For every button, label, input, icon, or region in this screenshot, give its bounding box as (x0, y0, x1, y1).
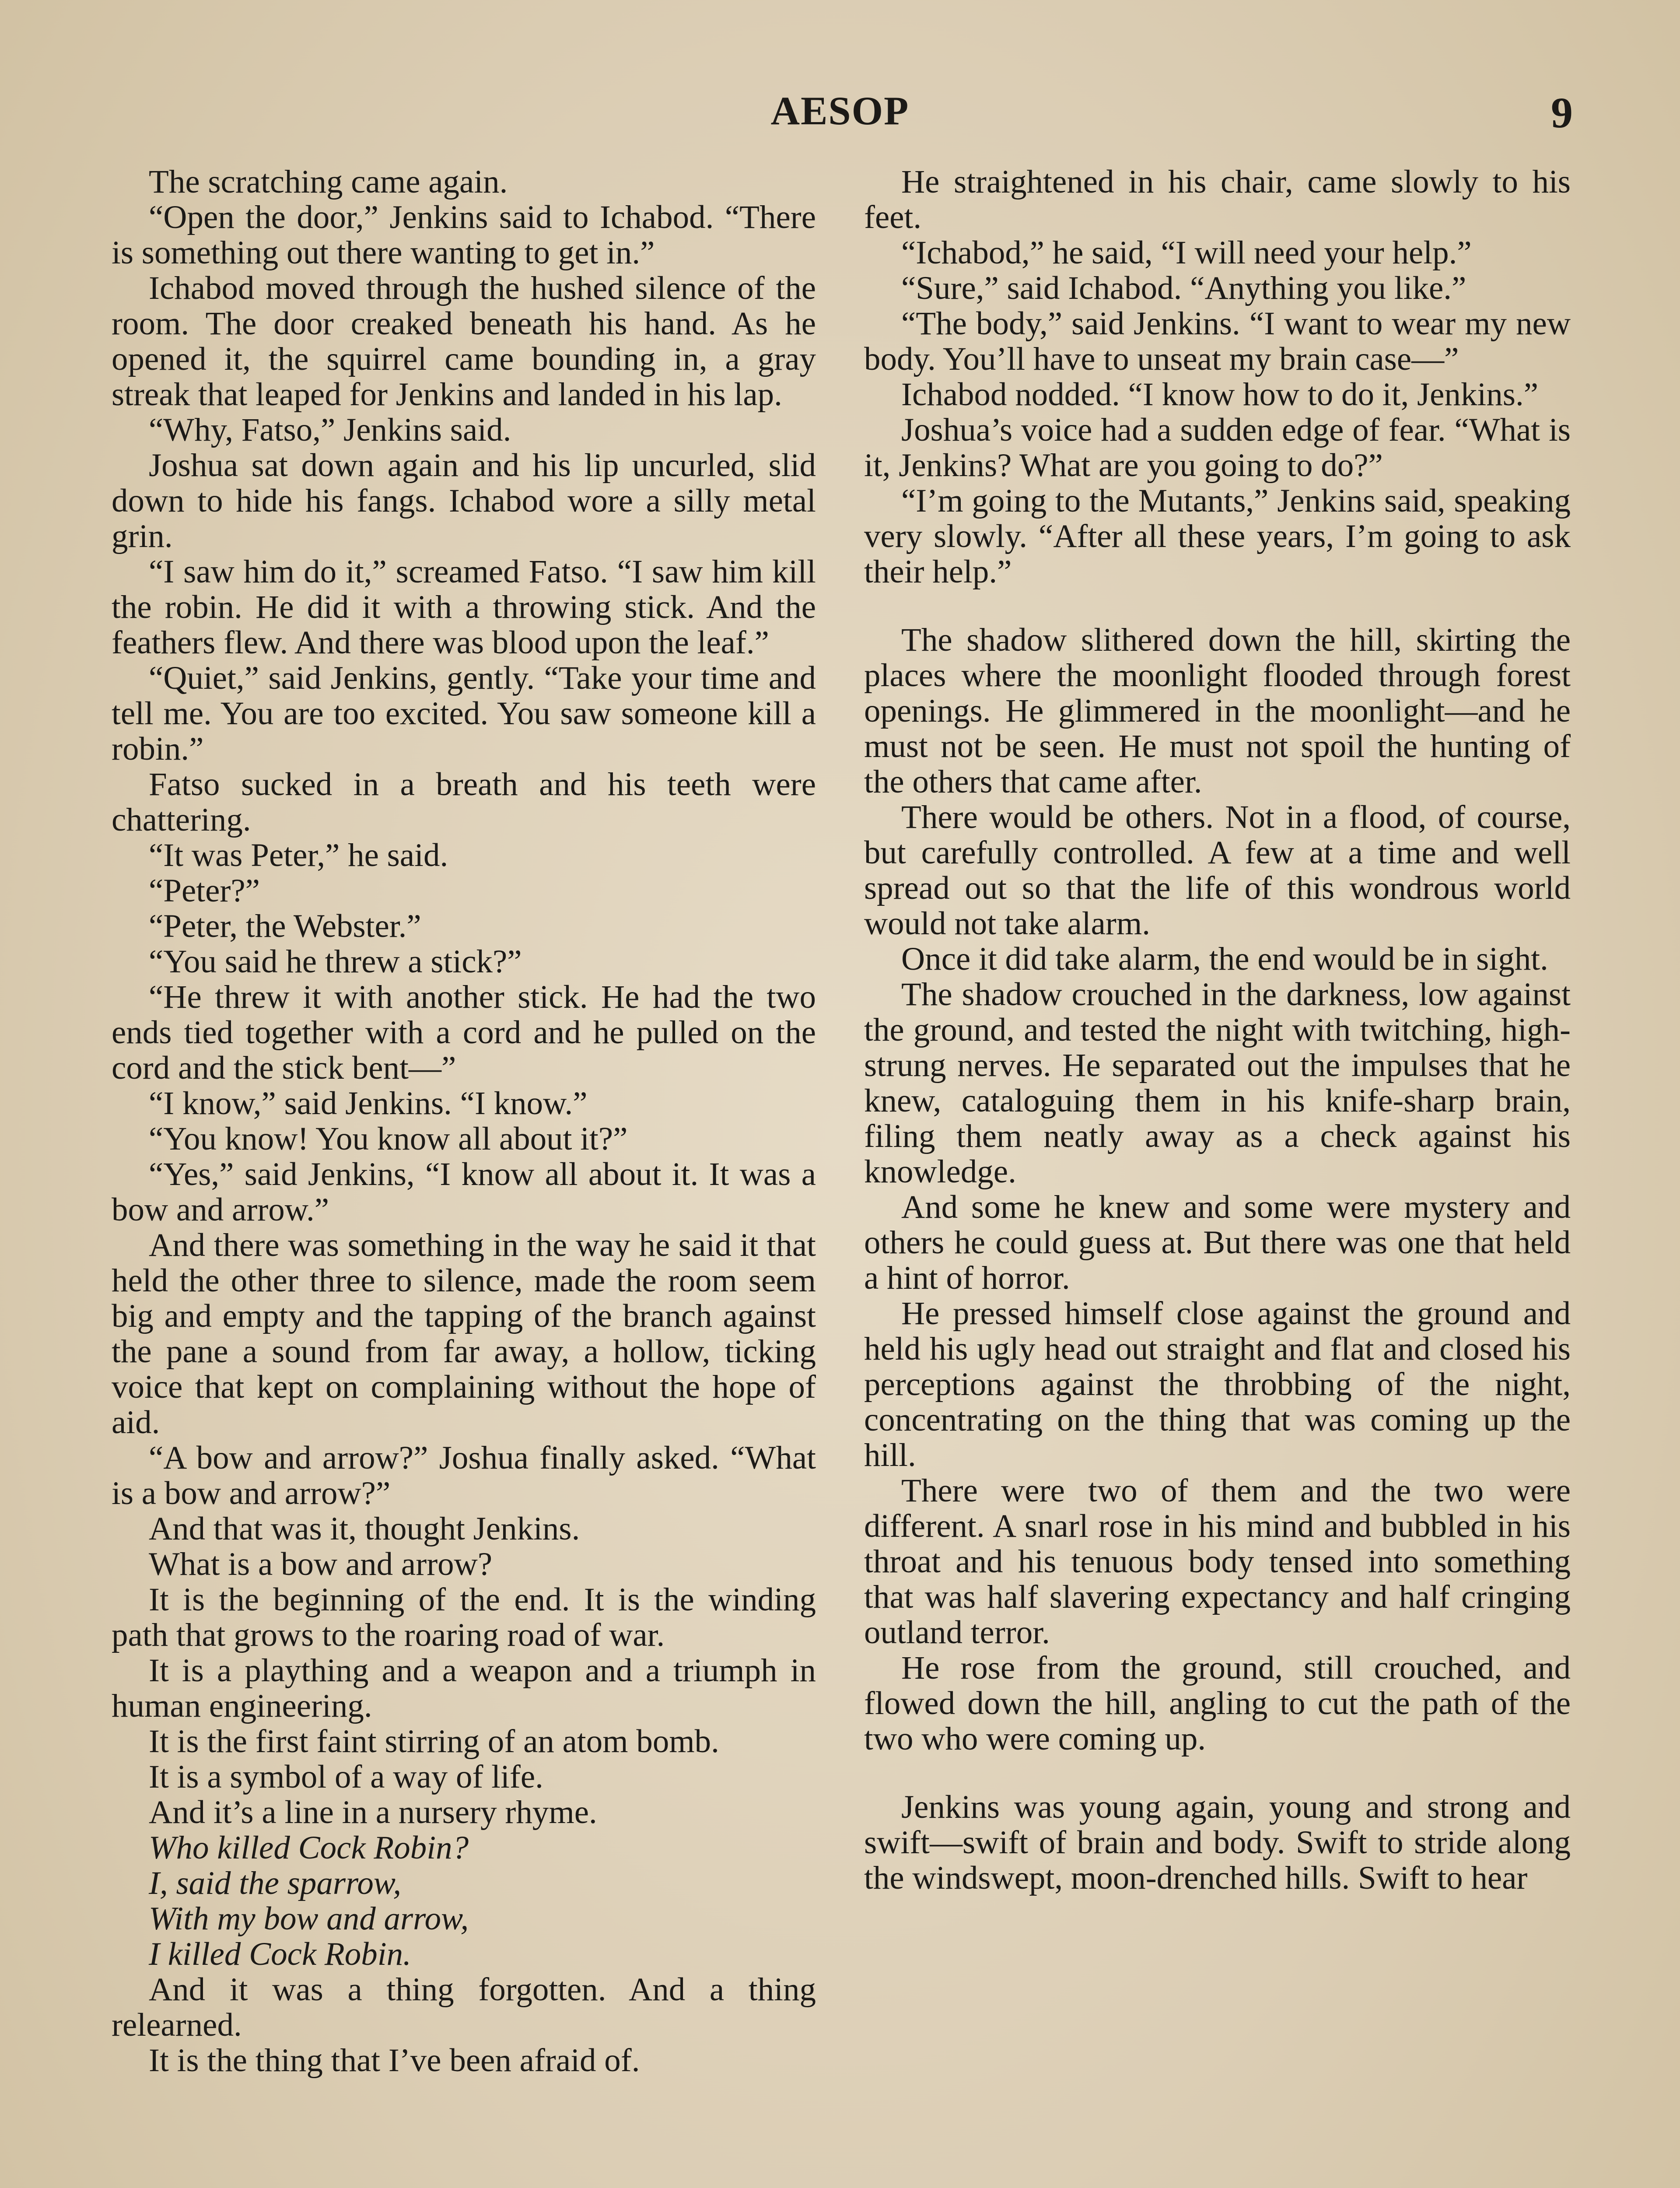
paragraph: Joshua’s voice had a sudden edge of fear. “What is it, Jenkins? What are you going to do?” (864, 412, 1571, 484)
paragraph: “Quiet,” said Jenkins, gently. “Take your time and tell me. You are too excited. You saw someone kill a robin.” (112, 660, 816, 767)
paragraph: The scratching came again. (149, 164, 508, 200)
paragraph: He rose from the ground, still crouched, and flowed down the hill, angling to cut the path of the two who were coming up. (864, 1650, 1571, 1757)
paragraph: “Peter, the Webster.” (149, 908, 421, 944)
paragraph: It is a symbol of a way of life. (149, 1759, 543, 1795)
page-number: 9 (1551, 88, 1573, 137)
paragraph: “Open the door,” Jenkins said to Ichabod. “There is something out there wanting to get in.” (112, 199, 816, 271)
paragraph: The shadow crouched in the darkness, low against the ground, and tested the night with twitching, high-strung nerves. He separated out the impulses that he knew, cataloguing them in his knife-sharp brain, filing them neatly away as a check against his knowledge. (864, 976, 1571, 1190)
paragraph: “Ichabod,” he said, “I will need your help.” (901, 235, 1472, 271)
nursery-rhyme-line: I killed Cock Robin. (149, 1936, 411, 1972)
paragraph: There would be others. Not in a flood, of course, but carefully controlled. A few at a time and well spread out so that the life of this wondrous world would not take alarm. (864, 799, 1571, 942)
paragraph: He straightened in his chair, came slowly to his feet. (864, 164, 1571, 235)
paragraph: What is a bow and arrow? (149, 1546, 493, 1582)
page-header (0, 88, 1680, 144)
paragraph: Jenkins was young again, young and strong and swift—swift of brain and body. Swift to stride along the windswept, moon-drenched hills. Swift to hear (864, 1789, 1571, 1896)
paragraph: Once it did take alarm, the end would be in sight. (901, 941, 1548, 977)
paragraph: “He threw it with another stick. He had the two ends tied together with a cord and he pulled on the cord and the stick bent—” (112, 979, 816, 1086)
paragraph: And some he knew and some were mystery and others he could guess at. But there was one that held a hint of horror. (864, 1189, 1571, 1296)
nursery-rhyme-line: I, said the sparrow, (149, 1865, 402, 1901)
paragraph: Ichabod moved through the hushed silence of the room. The door creaked beneath his hand. As he opened it, the squirrel came bounding in, a gray streak that leaped for Jenkins and landed in his lap. (112, 270, 816, 413)
paragraph: It is the thing that I’ve been afraid of. (149, 2042, 640, 2079)
paragraph: And it’s a line in a nursery rhyme. (149, 1794, 597, 1830)
paragraph: “The body,” said Jenkins. “I want to wear my new body. You’ll have to unseat my brain case—” (864, 305, 1571, 377)
section-break (864, 589, 1571, 622)
paragraph: “I’m going to the Mutants,” Jenkins said, speaking very slowly. “After all these years, I’m going to ask their help.” (864, 483, 1571, 590)
paragraph: “It was Peter,” he said. (149, 837, 448, 873)
paragraph: “I saw him do it,” screamed Fatso. “I saw him kill the robin. He did it with a throwing stick. And the feathers flew. And there was blood upon the leaf.” (112, 554, 816, 661)
section-break (864, 1757, 1571, 1789)
paragraph: “You said he threw a stick?” (149, 943, 522, 980)
paragraph: And that was it, thought Jenkins. (149, 1511, 580, 1547)
paragraph: It is a plaything and a weapon and a triumph in human engineering. (112, 1652, 816, 1724)
paragraph: And it was a thing forgotten. And a thing relearned. (112, 1971, 816, 2043)
running-title: AESOP (770, 88, 910, 133)
paragraph: “Why, Fatso,” Jenkins said. (149, 412, 511, 448)
left-column (112, 164, 816, 2188)
paragraph: It is the first faint stirring of an atom bomb. (149, 1723, 719, 1760)
paragraph: “I know,” said Jenkins. “I know.” (149, 1085, 588, 1122)
paragraph: Fatso sucked in a breath and his teeth were chattering. (112, 766, 816, 838)
paragraph: “A bow and arrow?” Joshua finally asked. “What is a bow and arrow?” (112, 1440, 816, 1511)
paragraph: It is the beginning of the end. It is the winding path that grows to the roaring road of war. (112, 1581, 816, 1653)
paragraph: There were two of them and the two were different. A snarl rose in his mind and bubbled in his throat and his tenuous body tensed into something that was half slavering expectancy and half cringing outland terror. (864, 1473, 1571, 1651)
right-column (864, 164, 1571, 2188)
paragraph: “Yes,” said Jenkins, “I know all about it. It was a bow and arrow.” (112, 1156, 816, 1228)
paragraph: “Peter?” (149, 873, 260, 909)
nursery-rhyme-line: Who killed Cock Robin? (149, 1830, 469, 1866)
paragraph: The shadow slithered down the hill, skirting the places where the moonlight flooded through forest openings. He glimmered in the moonlight—and he must not be seen. He must not spoil the hunting of the others that came after. (864, 622, 1571, 800)
nursery-rhyme-line: With my bow and arrow, (149, 1900, 469, 1937)
paragraph: He pressed himself close against the ground and held his ugly head out straight and flat and closed his perceptions against the throbbing of the night, concentrating on the thing that was coming up the hill. (864, 1295, 1571, 1473)
paragraph: Ichabod nodded. “I know how to do it, Jenkins.” (901, 376, 1538, 413)
paragraph: “You know! You know all about it?” (149, 1121, 628, 1157)
paragraph: “Sure,” said Ichabod. “Anything you like.” (901, 270, 1466, 306)
paragraph: And there was something in the way he said it that held the other three to silence, made the room seem big and empty and the tapping of the branch against the pane a sound from far away, a hollow, ticking voice that kept on complaining without the hope of aid. (112, 1227, 816, 1441)
paragraph: Joshua sat down again and his lip uncurled, slid down to hide his fangs. Ichabod wore a silly metal grin. (112, 447, 816, 554)
